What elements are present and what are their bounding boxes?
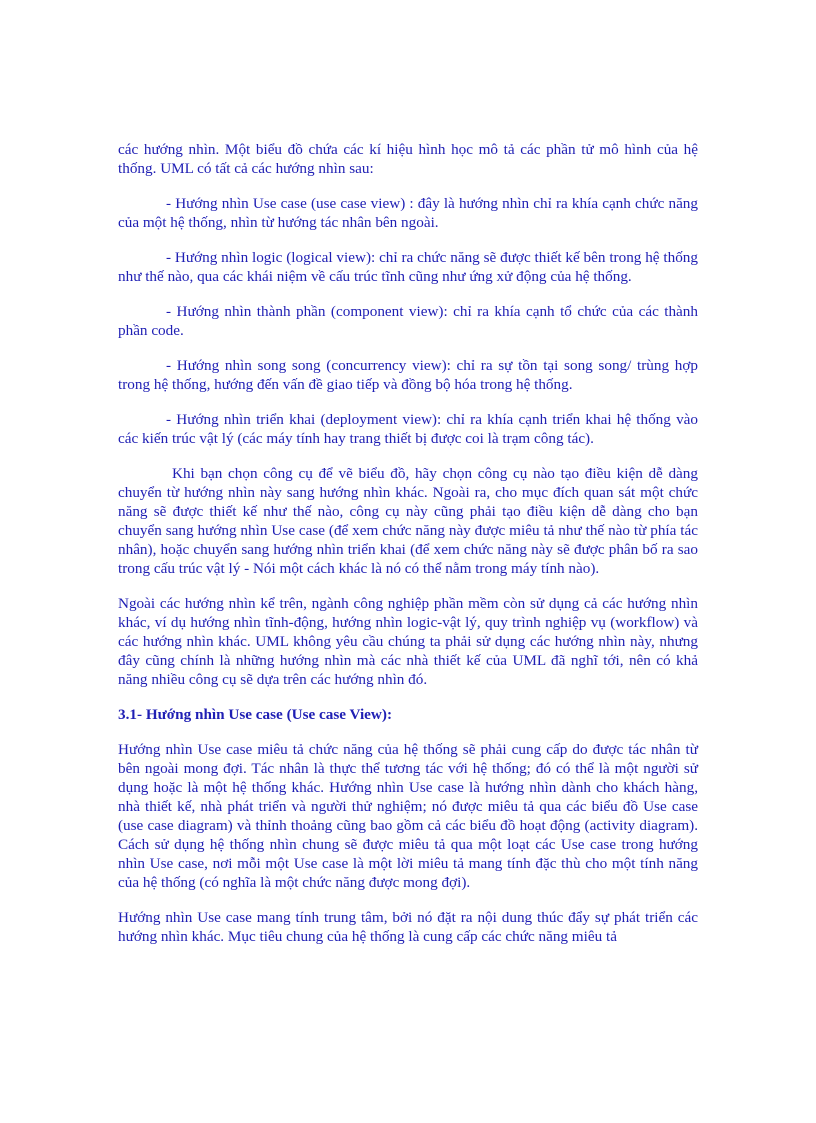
paragraph-other-views: Ngoài các hướng nhìn kể trên, ngành công nghiệp phần mềm còn sử dụng cả các hướng nhìn khác, ví dụ hướng nhìn tĩnh-động, hướng nhìn logic-vật lý, quy trình nghiệp vụ (workflow) và các hướng nhìn khác. UML không yêu cầu chúng ta phải sử dụng các hướng nhìn này, nhưng đây cũng chính là những hướng nhìn mà các nhà thiết kế của UML đã nghĩ tới, nên có khả năng nhiều công cụ sẽ dựa trên các hướng nhìn đó.	[118, 595, 698, 688]
document-page	[118, 140, 698, 962]
list-item-concurrency-view: - Hướng nhìn song song (concurrency view): chỉ ra sự tồn tại song song/ trùng hợp trong hệ thống, hướng đến vấn đề giao tiếp và đồng bộ hóa trong hệ thống.	[118, 357, 698, 393]
paragraph-use-case-view-description: Hướng nhìn Use case miêu tả chức năng của hệ thống sẽ phải cung cấp do được tác nhân từ bên ngoài mong đợi. Tác nhân là thực thể tương tác với hệ thống; đó có thể là một người sử dụng hoặc là một hệ thống khác. Hướng nhìn Use case là hướng nhìn dành cho khách hàng, nhà thiết kế, nhà phát triển và người thử nghiệm; nó được miêu tả qua các biểu đồ Use case (use case diagram) và thỉnh thoảng cũng bao gồm cả các biểu đồ hoạt động (activity diagram). Cách sử dụng hệ thống nhìn chung sẽ được miêu tả qua một loạt các Use case trong hướng nhìn Use case, nơi mỗi một Use case là một lời miêu tả mang tính đặc thù cho một tính năng của hệ thống (có nghĩa là một chức năng được mong đợi).	[118, 741, 698, 891]
list-item-logical-view: - Hướng nhìn logic (logical view): chỉ ra chức năng sẽ được thiết kế bên trong hệ thống như thế nào, qua các khái niệm về cấu trúc tĩnh cũng như ứng xử động của hệ thống.	[118, 249, 698, 285]
list-item-component-view: - Hướng nhìn thành phần (component view): chỉ ra khía cạnh tổ chức của các thành phần code.	[118, 303, 698, 339]
paragraph-intro: các hướng nhìn. Một biểu đồ chứa các kí hiệu hình học mô tả các phần tử mô hình của hệ thống. UML có tất cả các hướng nhìn sau:	[118, 141, 698, 177]
list-item-use-case-view: - Hướng nhìn Use case (use case view) : đây là hướng nhìn chỉ ra khía cạnh chức năng của một hệ thống, nhìn từ hướng tác nhân bên ngoài.	[118, 195, 698, 231]
paragraph-use-case-view-central: Hướng nhìn Use case mang tính trung tâm, bởi nó đặt ra nội dung thúc đẩy sự phát triển các hướng nhìn khác. Mục tiêu chung của hệ thống là cung cấp các chức năng miêu tả	[118, 909, 698, 945]
list-item-deployment-view: - Hướng nhìn triển khai (deployment view): chỉ ra khía cạnh triển khai hệ thống vào các kiến trúc vật lý (các máy tính hay trang thiết bị được coi là trạm công tác).	[118, 411, 698, 447]
paragraph-tool-choice: Khi bạn chọn công cụ để vẽ biểu đồ, hãy chọn công cụ nào tạo điều kiện dễ dàng chuyển từ hướng nhìn này sang hướng nhìn khác. Ngoài ra, cho mục đích quan sát một chức năng sẽ được thiết kế như thế nào, công cụ này cũng phải tạo điều kiện dễ dàng cho bạn chuyển sang hướng nhìn Use case (để xem chức năng này được miêu tả như thế nào từ phía tác nhân), hoặc chuyển sang hướng nhìn triển khai (để xem chức năng này sẽ được phân bố ra sao trong cấu trúc vật lý - Nói một cách khác là nó có thể nằm trong máy tính nào).	[118, 465, 698, 577]
section-heading: 3.1- Hướng nhìn Use case (Use case View):	[118, 706, 392, 723]
